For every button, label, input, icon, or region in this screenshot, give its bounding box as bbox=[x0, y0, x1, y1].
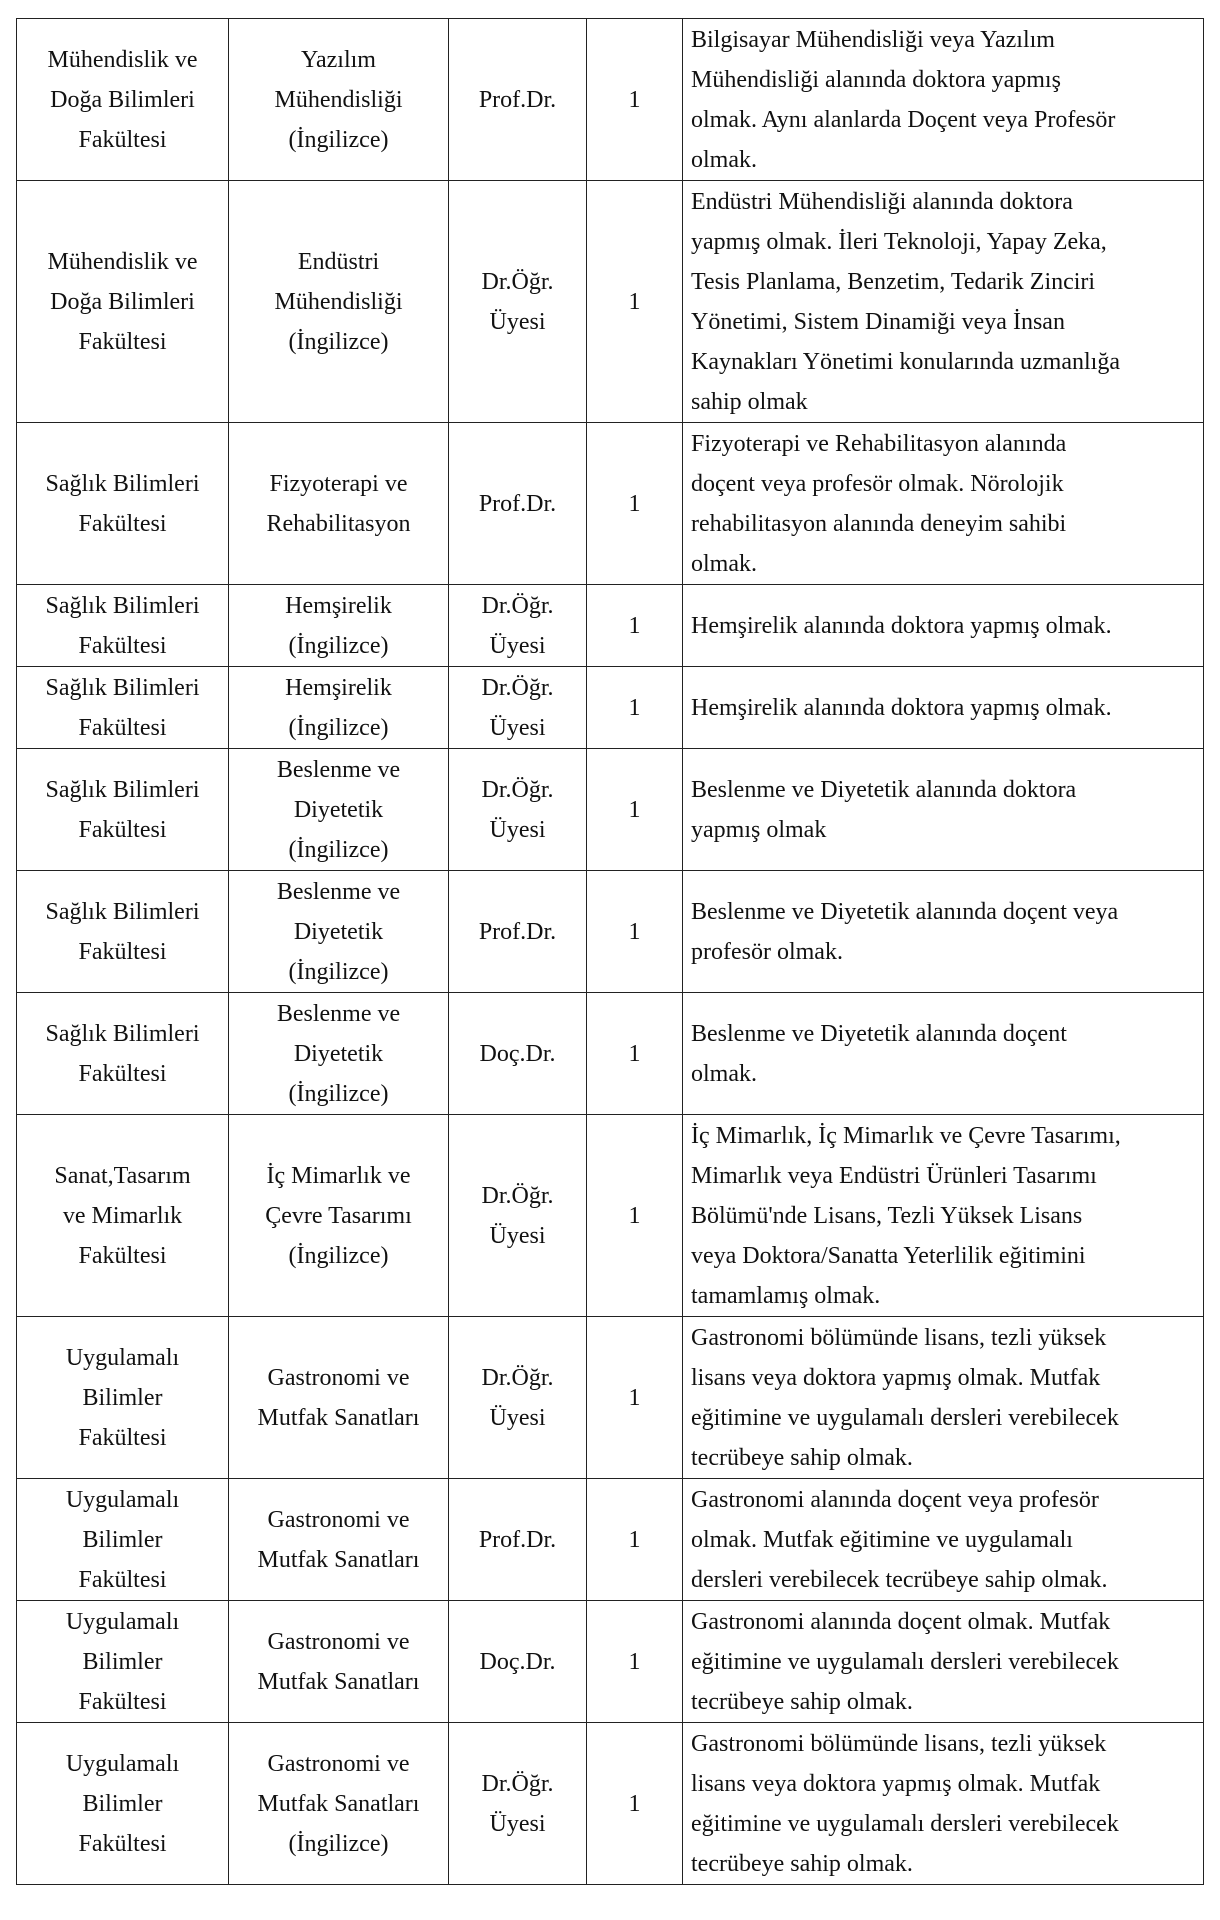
academic-title-text: Dr.Öğr. Üyesi bbox=[481, 776, 554, 843]
faculty-cell bbox=[17, 749, 229, 871]
quota-cell bbox=[587, 1479, 683, 1601]
department-text: Gastronomi ve Mutfak Sanatları bbox=[257, 1506, 420, 1573]
department-cell bbox=[229, 749, 449, 871]
requirements-cell bbox=[683, 1601, 1204, 1723]
requirements-text: İç Mimarlık, İç Mimarlık ve Çevre Tasarımı, Mimarlık veya Endüstri Ürünleri Tasarımı Bölümü'nde Lisans, Tezli Yüksek Lisans veya Doktora/Sanatta Yeterlilik eğitimini tamamlamış olmak. bbox=[691, 1122, 1121, 1309]
requirements-cell bbox=[683, 181, 1204, 423]
quota-text: 1 bbox=[628, 694, 641, 721]
title-cell bbox=[449, 749, 587, 871]
faculty-text: Mühendislik ve Doğa Bilimleri Fakültesi bbox=[47, 46, 198, 153]
department-text: Fizyoterapi ve Rehabilitasyon bbox=[266, 470, 411, 537]
faculty-text: Sağlık Bilimleri Fakültesi bbox=[45, 898, 200, 965]
faculty-cell bbox=[17, 667, 229, 749]
faculty-cell bbox=[17, 181, 229, 423]
academic-title-text: Prof.Dr. bbox=[478, 1526, 557, 1553]
quota-text: 1 bbox=[628, 288, 641, 315]
faculty-cell bbox=[17, 1115, 229, 1317]
department-text: Gastronomi ve Mutfak Sanatları bbox=[257, 1364, 420, 1431]
academic-title-text: Dr.Öğr. Üyesi bbox=[481, 268, 554, 335]
table-row bbox=[17, 1601, 1204, 1723]
faculty-cell bbox=[17, 423, 229, 585]
department-cell bbox=[229, 1317, 449, 1479]
department-text: Yazılım Mühendisliği (İngilizce) bbox=[274, 46, 403, 153]
requirements-text: Hemşirelik alanında doktora yapmış olmak. bbox=[691, 694, 1112, 721]
title-cell bbox=[449, 993, 587, 1115]
quota-text: 1 bbox=[628, 86, 641, 113]
requirements-text: Beslenme ve Diyetetik alanında doktora yapmış olmak bbox=[691, 776, 1077, 843]
department-cell bbox=[229, 19, 449, 181]
faculty-cell bbox=[17, 19, 229, 181]
department-text: İç Mimarlık ve Çevre Tasarımı (İngilizce) bbox=[265, 1162, 412, 1269]
document-page bbox=[16, 18, 1203, 1885]
quota-text: 1 bbox=[628, 612, 641, 639]
academic-title-text: Dr.Öğr. Üyesi bbox=[481, 592, 554, 659]
faculty-text: Uygulamalı Bilimler Fakültesi bbox=[65, 1750, 180, 1857]
title-cell bbox=[449, 1601, 587, 1723]
department-text: Beslenme ve Diyetetik (İngilizce) bbox=[276, 756, 401, 863]
faculty-cell bbox=[17, 1479, 229, 1601]
table-row bbox=[17, 993, 1204, 1115]
title-cell bbox=[449, 1723, 587, 1885]
requirements-cell bbox=[683, 1317, 1204, 1479]
department-text: Hemşirelik (İngilizce) bbox=[285, 592, 392, 659]
faculty-cell bbox=[17, 585, 229, 667]
faculty-text: Sağlık Bilimleri Fakültesi bbox=[45, 1020, 200, 1087]
quota-cell bbox=[587, 667, 683, 749]
table-row bbox=[17, 585, 1204, 667]
title-cell bbox=[449, 667, 587, 749]
department-cell bbox=[229, 1479, 449, 1601]
title-cell bbox=[449, 1479, 587, 1601]
requirements-text: Gastronomi alanında doçent veya profesör olmak. Mutfak eğitimine ve uygulamalı dersleri verebilecek tecrübeye sahip olmak. bbox=[691, 1486, 1108, 1593]
table-row bbox=[17, 423, 1204, 585]
faculty-text: Uygulamalı Bilimler Fakültesi bbox=[65, 1608, 180, 1715]
quota-text: 1 bbox=[628, 1202, 641, 1229]
department-cell bbox=[229, 1601, 449, 1723]
faculty-cell bbox=[17, 871, 229, 993]
quota-text: 1 bbox=[628, 1790, 641, 1817]
faculty-cell bbox=[17, 1317, 229, 1479]
department-text: Gastronomi ve Mutfak Sanatları bbox=[257, 1628, 420, 1695]
department-cell bbox=[229, 667, 449, 749]
quota-cell bbox=[587, 423, 683, 585]
requirements-cell bbox=[683, 19, 1204, 181]
faculty-text: Sağlık Bilimleri Fakültesi bbox=[45, 776, 200, 843]
quota-cell bbox=[587, 19, 683, 181]
requirements-text: Gastronomi bölümünde lisans, tezli yüksek lisans veya doktora yapmış olmak. Mutfak eğitimine ve uygulamalı dersleri verebilecek tecrübeye sahip olmak. bbox=[691, 1730, 1119, 1877]
quota-text: 1 bbox=[628, 1384, 641, 1411]
department-text: Endüstri Mühendisliği (İngilizce) bbox=[274, 248, 403, 355]
academic-title-text: Prof.Dr. bbox=[478, 86, 557, 113]
table-row bbox=[17, 1723, 1204, 1885]
quota-text: 1 bbox=[628, 796, 641, 823]
quota-cell bbox=[587, 1723, 683, 1885]
table-row bbox=[17, 19, 1204, 181]
department-text: Beslenme ve Diyetetik (İngilizce) bbox=[276, 878, 401, 985]
department-cell bbox=[229, 181, 449, 423]
quota-cell bbox=[587, 1601, 683, 1723]
requirements-cell bbox=[683, 1723, 1204, 1885]
department-cell bbox=[229, 585, 449, 667]
table-row bbox=[17, 749, 1204, 871]
requirements-cell bbox=[683, 993, 1204, 1115]
title-cell bbox=[449, 1115, 587, 1317]
department-cell bbox=[229, 423, 449, 585]
faculty-text: Sağlık Bilimleri Fakültesi bbox=[45, 592, 200, 659]
academic-title-text: Dr.Öğr. Üyesi bbox=[481, 1364, 554, 1431]
requirements-text: Fizyoterapi ve Rehabilitasyon alanında doçent veya profesör olmak. Nörolojik rehabilitasyon alanında deneyim sahibi olmak. bbox=[691, 430, 1067, 577]
quota-cell bbox=[587, 585, 683, 667]
quota-cell bbox=[587, 1317, 683, 1479]
faculty-cell bbox=[17, 993, 229, 1115]
requirements-text: Hemşirelik alanında doktora yapmış olmak. bbox=[691, 612, 1112, 639]
faculty-text: Sanat,Tasarım ve Mimarlık Fakültesi bbox=[54, 1162, 191, 1269]
requirements-cell bbox=[683, 1115, 1204, 1317]
title-cell bbox=[449, 585, 587, 667]
requirements-text: Beslenme ve Diyetetik alanında doçent veya profesör olmak. bbox=[691, 898, 1119, 965]
requirements-text: Bilgisayar Mühendisliği veya Yazılım Mühendisliği alanında doktora yapmış olmak. Aynı alanlarda Doçent veya Profesör olmak. bbox=[691, 26, 1116, 173]
quota-cell bbox=[587, 871, 683, 993]
requirements-text: Beslenme ve Diyetetik alanında doçent olmak. bbox=[691, 1020, 1067, 1087]
quota-cell bbox=[587, 993, 683, 1115]
title-cell bbox=[449, 871, 587, 993]
faculty-text: Sağlık Bilimleri Fakültesi bbox=[45, 674, 200, 741]
title-cell bbox=[449, 1317, 587, 1479]
requirements-cell bbox=[683, 667, 1204, 749]
quota-cell bbox=[587, 181, 683, 423]
quota-text: 1 bbox=[628, 1648, 641, 1675]
faculty-cell bbox=[17, 1601, 229, 1723]
faculty-text: Uygulamalı Bilimler Fakültesi bbox=[65, 1486, 180, 1593]
academic-title-text: Dr.Öğr. Üyesi bbox=[481, 1770, 554, 1837]
requirements-cell bbox=[683, 871, 1204, 993]
title-cell bbox=[449, 19, 587, 181]
quota-text: 1 bbox=[628, 490, 641, 517]
table-row bbox=[17, 181, 1204, 423]
academic-title-text: Dr.Öğr. Üyesi bbox=[481, 1182, 554, 1249]
department-text: Beslenme ve Diyetetik (İngilizce) bbox=[276, 1000, 401, 1107]
position-table bbox=[16, 18, 1204, 1885]
table-row bbox=[17, 667, 1204, 749]
academic-title-text: Prof.Dr. bbox=[478, 918, 557, 945]
quota-cell bbox=[587, 749, 683, 871]
faculty-text: Uygulamalı Bilimler Fakültesi bbox=[65, 1344, 180, 1451]
table-row bbox=[17, 871, 1204, 993]
requirements-text: Gastronomi bölümünde lisans, tezli yüksek lisans veya doktora yapmış olmak. Mutfak eğitimine ve uygulamalı dersleri verebilecek tecrübeye sahip olmak. bbox=[691, 1324, 1119, 1471]
requirements-cell bbox=[683, 423, 1204, 585]
requirements-cell bbox=[683, 1479, 1204, 1601]
table-body bbox=[17, 19, 1204, 1885]
requirements-text: Gastronomi alanında doçent olmak. Mutfak eğitimine ve uygulamalı dersleri verebilecek tecrübeye sahip olmak. bbox=[691, 1608, 1119, 1715]
academic-title-text: Doç.Dr. bbox=[479, 1040, 556, 1067]
department-text: Hemşirelik (İngilizce) bbox=[285, 674, 392, 741]
table-row bbox=[17, 1115, 1204, 1317]
title-cell bbox=[449, 181, 587, 423]
faculty-text: Mühendislik ve Doğa Bilimleri Fakültesi bbox=[47, 248, 198, 355]
table-row bbox=[17, 1479, 1204, 1601]
faculty-text: Sağlık Bilimleri Fakültesi bbox=[45, 470, 200, 537]
requirements-text: Endüstri Mühendisliği alanında doktora yapmış olmak. İleri Teknoloji, Yapay Zeka, Tesis Planlama, Benzetim, Tedarik Zinciri Yönetimi, Sistem Dinamiği veya İnsan Kaynakları Yönetimi konularında uzmanlığa sahip olmak bbox=[691, 188, 1120, 415]
department-cell bbox=[229, 1115, 449, 1317]
department-cell bbox=[229, 871, 449, 993]
requirements-cell bbox=[683, 585, 1204, 667]
table-row bbox=[17, 1317, 1204, 1479]
quota-cell bbox=[587, 1115, 683, 1317]
faculty-cell bbox=[17, 1723, 229, 1885]
academic-title-text: Prof.Dr. bbox=[478, 490, 557, 517]
department-cell bbox=[229, 1723, 449, 1885]
department-cell bbox=[229, 993, 449, 1115]
academic-title-text: Doç.Dr. bbox=[479, 1648, 556, 1675]
requirements-cell bbox=[683, 749, 1204, 871]
academic-title-text: Dr.Öğr. Üyesi bbox=[481, 674, 554, 741]
quota-text: 1 bbox=[628, 1040, 641, 1067]
title-cell bbox=[449, 423, 587, 585]
quota-text: 1 bbox=[628, 918, 641, 945]
department-text: Gastronomi ve Mutfak Sanatları (İngilizce) bbox=[257, 1750, 420, 1857]
quota-text: 1 bbox=[628, 1526, 641, 1553]
